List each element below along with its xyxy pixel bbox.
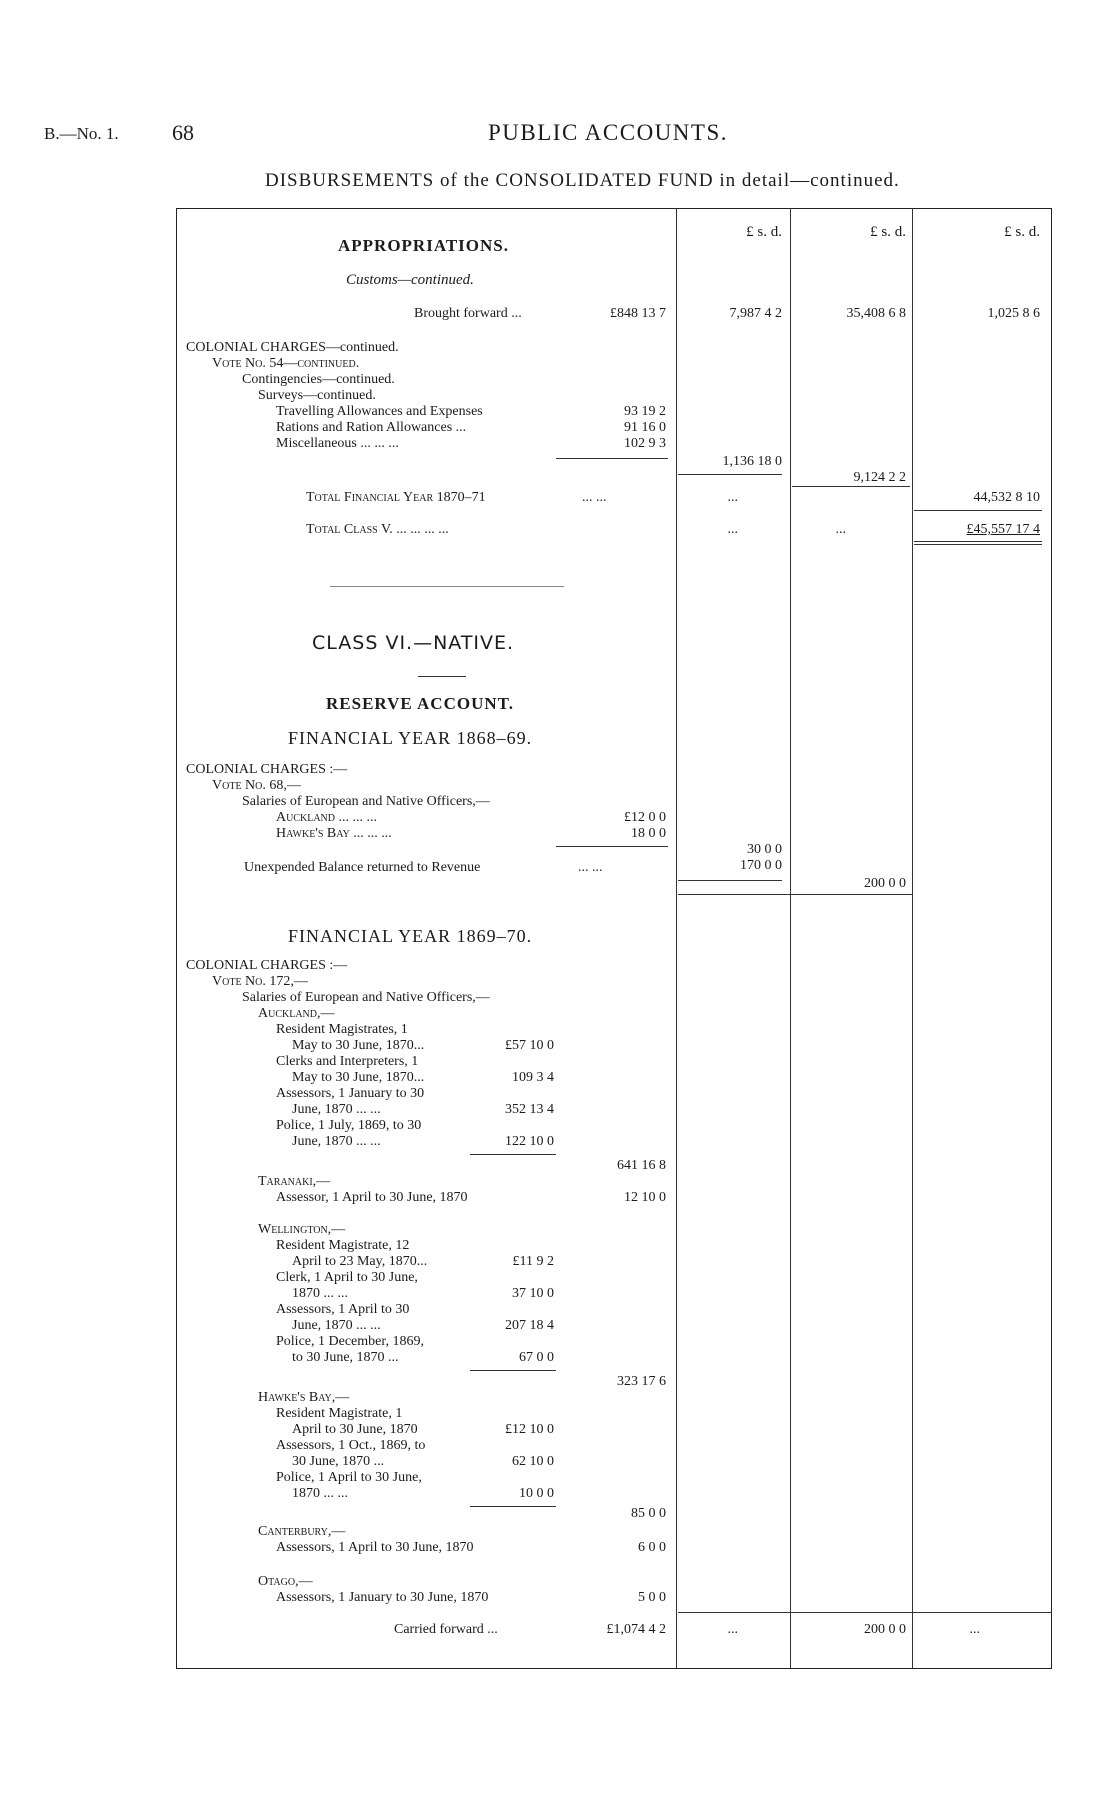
carried-forward-col2: 200 0 0 <box>864 1622 906 1637</box>
line-item: Assessors, 1 January to 30 June, 1870 <box>276 1590 489 1605</box>
line-item: Resident Magistrates, 1 <box>276 1022 408 1037</box>
line-item: Clerk, 1 April to 30 June, <box>276 1270 418 1285</box>
line-amount: 62 10 0 <box>512 1454 554 1469</box>
colonial-charges-label: COLONIAL CHARGES :— <box>186 762 348 777</box>
item-label: Rations and Ration Allowances ... <box>276 420 467 435</box>
line-item: Police, 1 July, 1869, to 30 <box>276 1118 422 1133</box>
brought-forward-col1: 7,987 4 2 <box>729 306 782 321</box>
contingencies-label: Contingencies—continued. <box>242 372 395 387</box>
financial-year-heading: FINANCIAL YEAR 1868–69. <box>288 728 533 748</box>
double-rule <box>914 544 1042 545</box>
total-financial-year-label: Total Financial Year 1870–71 <box>306 490 486 505</box>
column-divider-3 <box>912 208 913 1668</box>
class-title: CLASS VI.—NATIVE. <box>312 632 515 654</box>
document-reference: B.—No. 1. <box>44 124 119 143</box>
line-amount: £11 9 2 <box>512 1254 554 1269</box>
vote-label: Vote No. 68,— <box>212 778 301 793</box>
line-amount: £57 10 0 <box>505 1038 554 1053</box>
financial-year-heading: FINANCIAL YEAR 1869–70. <box>288 926 533 946</box>
region-heading-taranaki: Taranaki,— <box>258 1174 331 1189</box>
column-head-1: £ s. d. <box>746 224 782 240</box>
vote-label: Vote No. 54—continued. <box>212 356 360 371</box>
unexpended-balance-label: Unexpended Balance returned to Revenue <box>244 860 481 875</box>
line-amount: £12 10 0 <box>505 1422 554 1437</box>
table-top-border <box>176 208 1052 209</box>
line-item: June, 1870 ... ... <box>292 1318 381 1333</box>
reserve-account-heading: RESERVE ACCOUNT. <box>326 694 514 713</box>
rule <box>792 486 910 487</box>
region-subtotal: 85 0 0 <box>631 1506 666 1521</box>
unexpended-balance-col1: 170 0 0 <box>740 858 782 873</box>
item-amount: £12 0 0 <box>624 810 666 825</box>
line-item: 1870 ... ... <box>292 1286 348 1301</box>
item-amount: 102 9 3 <box>624 436 666 451</box>
brought-forward-label: Brought forward ... <box>414 306 522 321</box>
line-amount: 109 3 4 <box>512 1070 554 1085</box>
item-amount: 91 16 0 <box>624 420 666 435</box>
page-number: 68 <box>172 120 194 145</box>
column-divider-1 <box>676 208 677 1668</box>
item-amount: 18 0 0 <box>631 826 666 841</box>
dot-leader: ... ... <box>582 490 607 505</box>
double-rule <box>914 541 1042 542</box>
region-heading-auckland: Auckland,— <box>258 1006 335 1021</box>
rule <box>470 1506 556 1507</box>
line-item: Police, 1 April to 30 June, <box>276 1470 422 1485</box>
brought-forward-col2: 35,408 6 8 <box>846 306 906 321</box>
region-subtotal: 6 0 0 <box>638 1540 666 1555</box>
customs-subheading: Customs—continued. <box>346 272 474 288</box>
line-item: Assessor, 1 April to 30 June, 1870 <box>276 1190 468 1205</box>
brought-forward-col3: 1,025 8 6 <box>987 306 1040 321</box>
item-label: Auckland ... ... ... <box>276 810 377 825</box>
rule <box>470 1154 556 1155</box>
line-item: June, 1870 ... ... <box>292 1134 381 1149</box>
region-heading-otago: Otago,— <box>258 1574 313 1589</box>
carried-forward-label: Carried forward ... <box>394 1622 498 1637</box>
item-label: Hawke's Bay ... ... ... <box>276 826 392 841</box>
rule <box>556 458 668 459</box>
rule <box>470 1370 556 1371</box>
rule <box>418 676 466 677</box>
rule <box>556 846 668 847</box>
region-heading-hawkes-bay: Hawke's Bay,— <box>258 1390 350 1405</box>
salaries-label: Salaries of European and Native Officers,— <box>242 794 490 809</box>
total-fy-col1: ... <box>727 490 738 505</box>
page-title: PUBLIC ACCOUNTS. <box>488 120 728 145</box>
col1-subtotal: 30 0 0 <box>747 842 782 857</box>
line-item: Assessors, 1 April to 30 <box>276 1302 410 1317</box>
region-heading-wellington: Wellington,— <box>258 1222 346 1237</box>
column-head-2: £ s. d. <box>870 224 906 240</box>
region-subtotal: 323 17 6 <box>617 1374 666 1389</box>
rule <box>678 474 782 475</box>
surveys-label: Surveys—continued. <box>258 388 376 403</box>
line-item: April to 23 May, 1870... <box>292 1254 428 1269</box>
region-heading-canterbury: Canterbury,— <box>258 1524 346 1539</box>
table-left-border <box>176 208 177 1668</box>
line-amount: 122 10 0 <box>505 1134 554 1149</box>
line-item: May to 30 June, 1870... <box>292 1038 425 1053</box>
line-item: April to 30 June, 1870 <box>292 1422 418 1437</box>
total-class-col1: ... <box>727 522 738 537</box>
region-subtotal: 641 16 8 <box>617 1158 666 1173</box>
total-class-label: Total Class V. ... ... ... ... <box>306 522 449 537</box>
rule <box>678 894 912 895</box>
line-item: to 30 June, 1870 ... <box>292 1350 399 1365</box>
total-class-col2: ... <box>835 522 846 537</box>
carried-forward-amount: £1,074 4 2 <box>606 1622 666 1637</box>
line-amount: 352 13 4 <box>505 1102 554 1117</box>
line-item: June, 1870 ... ... <box>292 1102 381 1117</box>
line-amount: 37 10 0 <box>512 1286 554 1301</box>
column-head-3: £ s. d. <box>1004 224 1040 240</box>
line-item: Resident Magistrate, 12 <box>276 1238 410 1253</box>
line-item: 30 June, 1870 ... <box>292 1454 385 1469</box>
col1-subtotal: 1,136 18 0 <box>722 454 782 469</box>
col2-total: 200 0 0 <box>864 876 906 891</box>
line-item: Resident Magistrate, 1 <box>276 1406 403 1421</box>
col2-subtotal: 9,124 2 2 <box>853 470 906 485</box>
line-item: Assessors, 1 January to 30 <box>276 1086 425 1101</box>
line-amount: 67 0 0 <box>519 1350 554 1365</box>
table-bottom-border <box>176 1668 1052 1669</box>
page-subtitle: DISBURSEMENTS of the CONSOLIDATED FUND in detail—continued. <box>265 170 900 191</box>
rule <box>678 1612 1052 1613</box>
line-amount: 207 18 4 <box>505 1318 554 1333</box>
region-subtotal: 5 0 0 <box>638 1590 666 1605</box>
item-amount: 93 19 2 <box>624 404 666 419</box>
dot-leader: ... ... <box>578 860 603 875</box>
carried-forward-col3: ... <box>969 1622 980 1637</box>
brought-forward-amount: £848 13 7 <box>610 306 666 321</box>
rule <box>914 510 1042 511</box>
line-amount: 10 0 0 <box>519 1486 554 1501</box>
rule <box>678 880 782 881</box>
item-label: Miscellaneous ... ... ... <box>276 436 399 451</box>
table-right-border <box>1051 208 1052 1668</box>
colonial-charges-label: COLONIAL CHARGES :— <box>186 958 348 973</box>
line-item: Assessors, 1 Oct., 1869, to <box>276 1438 426 1453</box>
total-fy-col3: 44,532 8 10 <box>973 490 1040 505</box>
total-class-col3: £45,557 17 4 <box>966 522 1040 537</box>
appropriations-heading: APPROPRIATIONS. <box>338 236 509 255</box>
carried-forward-col1: ... <box>727 1622 738 1637</box>
region-subtotal: 12 10 0 <box>624 1190 666 1205</box>
line-item: Police, 1 December, 1869, <box>276 1334 424 1349</box>
line-item: Clerks and Interpreters, 1 <box>276 1054 419 1069</box>
item-label: Travelling Allowances and Expenses <box>276 404 483 419</box>
line-item: Assessors, 1 April to 30 June, 1870 <box>276 1540 474 1555</box>
section-separator <box>330 586 564 587</box>
salaries-label: Salaries of European and Native Officers,— <box>242 990 490 1005</box>
line-item: 1870 ... ... <box>292 1486 348 1501</box>
vote-label: Vote No. 172,— <box>212 974 308 989</box>
column-divider-2 <box>790 208 791 1668</box>
colonial-charges-label: COLONIAL CHARGES—continued. <box>186 340 399 355</box>
line-item: May to 30 June, 1870... <box>292 1070 425 1085</box>
